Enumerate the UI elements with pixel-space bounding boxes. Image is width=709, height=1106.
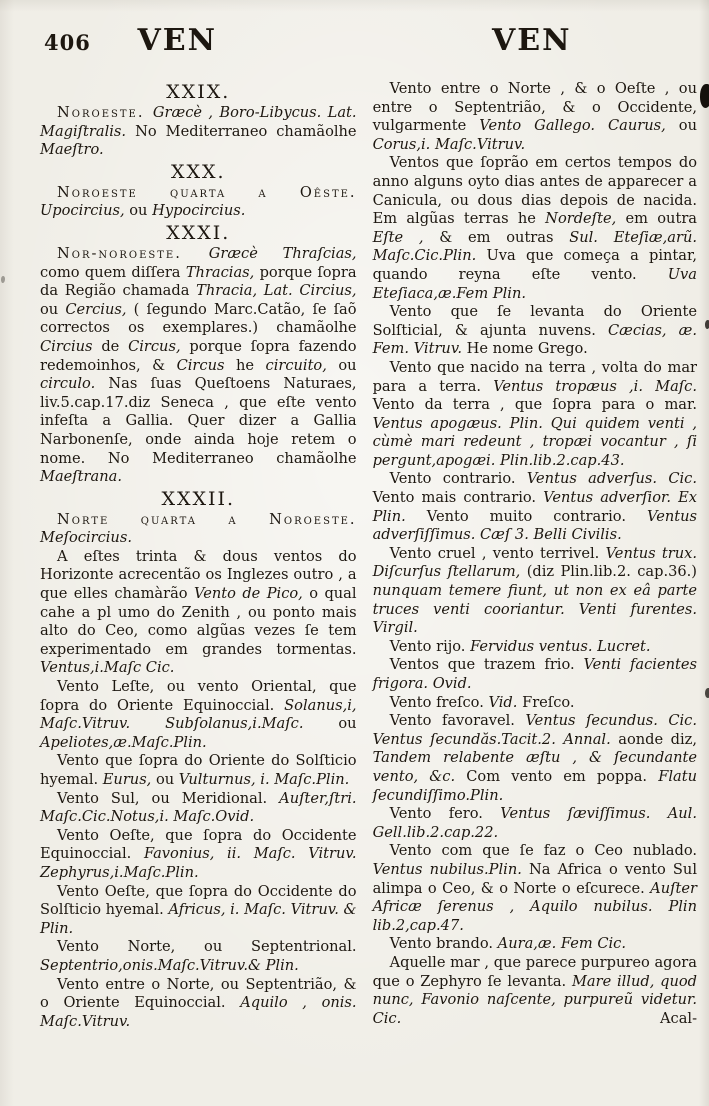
text-run: he <box>235 356 266 374</box>
text-run: Eſte , <box>372 228 440 246</box>
text-run: Aura,æ. Fem Cic. <box>497 935 626 953</box>
text-run: ou <box>338 715 357 733</box>
text-run: Flatu ſecundiſſimo.Plin. <box>372 767 697 804</box>
text-run: Auſter,ſtri. Maſc.Cic.Notus,i. Maſc.Ovid. <box>40 789 357 826</box>
dictionary-paragraph <box>373 805 697 842</box>
text-run: Vento brando. <box>389 935 498 953</box>
page-header <box>0 0 709 74</box>
text-run: ou <box>129 202 153 220</box>
text-run: Vento Oeſte, que ſopra do Occidente Equinoccial. <box>40 826 357 863</box>
dictionary-paragraph <box>373 545 697 638</box>
text-run: Vulturnus, i. Maſc.Plin. <box>178 771 350 788</box>
text-run: Vento que nacido na terra , volta do mar para a terra. <box>372 358 697 395</box>
text-run: Vid. <box>488 693 523 711</box>
scan-artifact <box>705 320 709 329</box>
text-run: Ventus ſæviſſimus. Aul. Gell.lib.2.cap.22. <box>372 805 697 841</box>
text-run: Maeſtro. <box>40 141 104 159</box>
section-heading <box>40 488 357 510</box>
text-run: Vento que ſopra do Oriente do Solſticio hyemal. <box>40 752 357 788</box>
left-column <box>40 80 357 1031</box>
text-run: Eurus, <box>102 771 156 788</box>
dictionary-paragraph <box>40 104 357 160</box>
text-run: Vento de Pico, <box>194 585 310 603</box>
text-run: Circus <box>176 356 236 374</box>
section-heading <box>40 222 357 244</box>
text-run: Venti facientes frigora. Ovid. <box>372 656 697 692</box>
text-run: Aquilo , onis. Maſc.Vitruv. <box>40 994 357 1030</box>
text-run: ( ſegundo Marc.Catão, ſe ſaõ correctos os exemplares.) chamãolhe <box>40 300 357 337</box>
text-run: Vento da terra , que ſopra para o mar. <box>372 396 697 414</box>
text-run: Græcè , Boro-Libycus. Lat. Magiſtralis. <box>40 104 357 140</box>
text-run: ou <box>338 356 357 374</box>
text-run: Cæcias, æ. Fem. Vitruv. <box>372 321 697 358</box>
text-run: Ventos que trazem frio. <box>389 656 584 674</box>
text-run: Vento Leſte, ou vento Oriental, que ſopra do Oriente Equinoccial. <box>40 678 357 714</box>
section-heading <box>40 161 357 183</box>
text-run: circulo. <box>40 375 109 393</box>
dictionary-paragraph <box>373 154 697 303</box>
text-run: Vento Norte, ou Septentrional. <box>57 938 357 956</box>
right-column <box>373 80 697 1031</box>
text-run: (diz Plin.lib.2. cap.36.) <box>526 563 697 581</box>
text-run: He nome Grego. <box>466 340 588 358</box>
text-run: Vento Gallego. Caurus, <box>479 117 679 135</box>
dictionary-paragraph <box>373 842 697 935</box>
text-run: o qual cahe a pl umo do Zenith , ou ponto mais alto do Ceo, como algũas vezes ſe tem experimentado em grandes tormentas. <box>40 585 357 658</box>
text-run: XXX. <box>170 160 226 183</box>
text-run: Septentrio,onis.Maſc.Vitruv.& Plin. <box>40 956 299 974</box>
text-run: Freſco. <box>522 693 575 711</box>
text-run: Vento freſco. <box>389 693 489 711</box>
text-run: Circus, <box>128 337 190 355</box>
text-run: Vento que ſe levanta do Oriente Solſticial, & ajunta nuvens. <box>372 303 697 339</box>
text-run: & em outras <box>439 228 570 246</box>
text-run: Auſter Africæ ſerenus , Aquilo nubilus. Plin lib.2,cap.47. <box>372 879 697 934</box>
running-title-left: VEN <box>137 23 218 58</box>
text-run: Vento favoravel. <box>389 712 526 730</box>
dictionary-paragraph <box>373 80 697 154</box>
text-columns <box>0 74 709 1031</box>
dictionary-paragraph <box>373 656 697 693</box>
text-run: XXXI. <box>166 221 231 244</box>
text-run: em outra <box>625 210 697 228</box>
text-run: Circius <box>40 337 102 355</box>
dictionary-paragraph <box>373 954 697 1028</box>
dictionary-paragraph <box>373 470 697 544</box>
text-run: Africus, i. Maſc. Vitruv. & Plin. <box>40 901 357 937</box>
text-run: aonde diz, <box>618 730 698 748</box>
scan-artifact <box>705 688 709 698</box>
text-run: Maeſtrana. <box>40 468 122 486</box>
dictionary-paragraph <box>40 548 357 678</box>
text-run: Cercius, <box>65 300 134 318</box>
text-run: Na Africa o vento Sul alimpa o Ceo, & o Norte o eſcurece. <box>372 860 697 897</box>
text-run: Solanus,i, Maſc.Vitruv. Subſolanus,i.Maſc. <box>40 696 357 733</box>
running-title-right: VEN <box>491 23 572 58</box>
dictionary-paragraph <box>40 790 357 827</box>
text-run: Ventus adverſiſſimus. Cæſ 3. Belli Civilis. <box>372 507 697 544</box>
text-run: No Mediterraneo chamãolhe <box>135 122 357 140</box>
dictionary-paragraph <box>40 938 357 975</box>
dictionary-paragraph <box>40 678 357 752</box>
dictionary-paragraph <box>40 976 357 1032</box>
dictionary-paragraph <box>40 827 357 883</box>
text-run: Thracia, Lat. Circius, <box>196 282 357 300</box>
text-run: Favonius, ii. Maſc. Vitruv. Zephyrus,i.Maſc.Plin. <box>40 845 357 881</box>
text-run: Ventus adverſior. Ex Plin. <box>372 489 697 525</box>
text-run: circuito, <box>265 356 339 374</box>
text-run: Vento mais contrario. <box>372 489 544 507</box>
text-run: Thracias, <box>185 263 260 281</box>
text-run: Ventus trux. Diſcurſus ſtellarum, <box>372 544 697 581</box>
dictionary-paragraph <box>40 184 357 221</box>
text-run: Norte quarta a Noroeste. <box>57 510 357 528</box>
text-run: de <box>101 337 129 355</box>
text-run: Ventus nubilus.Plin. <box>372 860 530 878</box>
text-run: Mare illud, quod nunc, Favonio naſcente, purpureũ videtur. Cic. <box>372 972 697 1027</box>
text-run: Uva que começa a pintar, quando reyna eſte vento. <box>372 247 697 283</box>
text-run: Hypocircius. <box>152 202 246 220</box>
dictionary-paragraph <box>40 511 357 548</box>
text-run: XXIX. <box>166 81 231 103</box>
text-run: Noroeste quarta a Oêste. <box>57 183 357 201</box>
dictionary-paragraph <box>373 694 697 713</box>
text-run: Vento entre o Norte, ou Septentrião, & o Oriente Equinoccial. <box>40 975 357 1012</box>
text-run: Ventus tropæus ,i. Maſc. <box>493 377 697 395</box>
text-run: Aquelle mar , que parece purpureo agora que o Zephyro ſe levanta. <box>372 953 697 990</box>
dictionary-paragraph <box>40 245 357 487</box>
text-run: Vento fero. <box>389 805 501 823</box>
page-number: 406 <box>44 30 91 55</box>
dictionary-paragraph <box>373 712 697 805</box>
text-run: Noroeste. <box>57 104 153 121</box>
dictionary-paragraph <box>373 359 697 471</box>
text-run: Nas ſuas Queſtoens Naturaes, liv.5.cap.17.diz Seneca , que eſte vento infeſta a Gallia. Quer dizer a Gallia Narbonenſe, onde ainda hoje retem o nome. No Mediterraneo chamãolhe <box>40 375 357 467</box>
catchword: Acal- <box>659 1009 697 1027</box>
text-run: Ventus ſecundus. Cic. Ventus ſecundăs.Tacit.2. Annal. <box>372 712 697 748</box>
dictionary-paragraph <box>373 303 697 359</box>
text-run: Sul. Eteſiæ,arũ. Maſc.Cic.Plin. <box>372 228 697 265</box>
text-run: porque ſopra da Região chamada <box>40 263 357 300</box>
text-run: Vento Sul, ou Meridional. <box>57 789 280 807</box>
text-run: Meſocircius. <box>40 529 132 547</box>
text-run: Nordeſte, <box>545 210 626 228</box>
text-run: Vento rijo. <box>389 637 471 655</box>
text-run: nunquam temere fiunt, ut non ex eâ parte truces venti cooriantur. Venti furentes. Virgil. <box>372 582 697 637</box>
text-run: Græcè Thraſcias, <box>208 244 357 262</box>
text-run: Fervidus ventus. Lucret. <box>470 637 651 655</box>
dictionary-paragraph <box>373 935 697 954</box>
text-run: Vento com que ſe faz o Ceo nublado. <box>389 842 697 860</box>
text-run: Ventus adverſus. Cic. <box>526 470 697 488</box>
text-run: Apeliotes,æ.Maſc.Plin. <box>40 733 207 751</box>
text-run: Uva Eteſiaca,æ.Fem Plin. <box>372 265 697 302</box>
dictionary-paragraph <box>40 883 357 939</box>
text-run: porque ſopra fazendo redemoinhos, & <box>40 337 357 374</box>
text-run: Tandem relabente æſtu , & ſecundante vento, &c. <box>372 749 697 785</box>
text-run: Vento entre o Norte , & o Oeſte , ou entre o Septentrião, & o Occidente, vulgarmente <box>372 80 697 135</box>
text-run: ou <box>155 771 179 788</box>
text-run: XXXII. <box>161 487 236 510</box>
text-run: como quem diſſera <box>40 263 186 281</box>
text-run: Vento cruel , vento terrivel. <box>389 544 606 562</box>
text-run: Upocircius, <box>40 202 130 220</box>
text-run: Vento contrario. <box>389 470 527 488</box>
text-run: Corus,i. Maſc.Vitruv. <box>372 135 526 153</box>
dictionary-paragraph <box>40 752 357 789</box>
scan-artifact <box>700 84 709 108</box>
text-run: Ventos que ſoprão em certos tempos do anno alguns oyto dias antes de apparecer a Canicula, ou dous dias depois de nacida. Em algũas terras he <box>372 154 697 228</box>
text-run: Nor-noroeste. <box>57 244 209 262</box>
text-run: Com vento em poppa. <box>466 767 659 785</box>
text-run: ou <box>678 117 697 135</box>
dictionary-paragraph <box>373 638 697 657</box>
text-run: A eſtes trinta & dous ventos do Horizonte acrecentão os Inglezes outro , a que elles chamàrão <box>40 547 357 603</box>
text-run: Vento muito contrario. <box>426 507 647 525</box>
section-heading <box>40 81 357 103</box>
text-run: Ventus apogæus. Plin. Qui quidem venti , cùmè mari redeunt , tropæi vocantur , ſi pergunt,apogæi. Plin.lib.2.cap.43. <box>372 414 697 469</box>
text-run: Vento Oeſte, que ſopra do Occidente do Solſticio hyemal. <box>40 882 357 919</box>
text-run: Ventus,i.Maſc Cic. <box>40 659 175 677</box>
text-run: ou <box>40 300 66 318</box>
header-right-half <box>355 23 709 74</box>
